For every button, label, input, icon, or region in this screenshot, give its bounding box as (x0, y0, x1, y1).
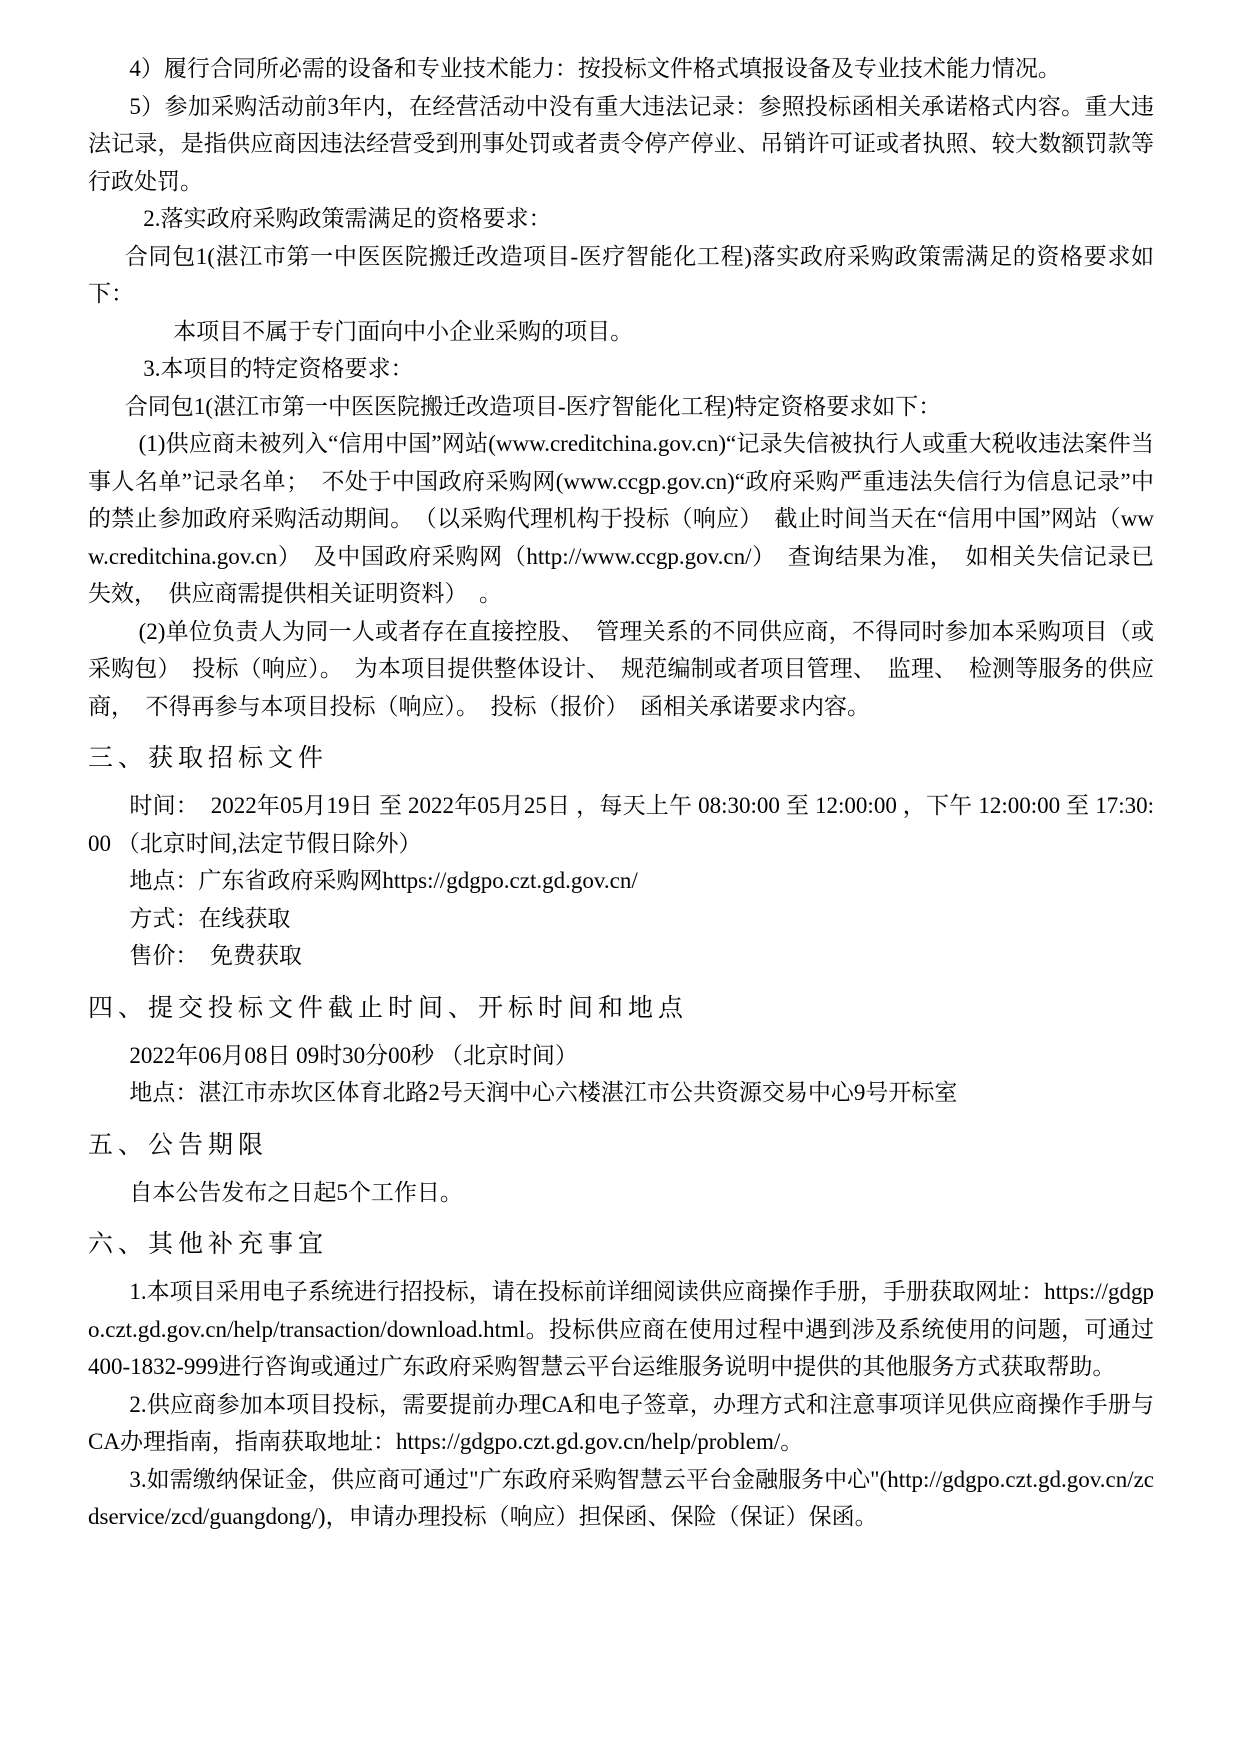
paragraph-electronic-bidding: 1.本项目采用电子系统进行招投标，请在投标前详细阅读供应商操作手册，手册获取网址：https://gdgpo.czt.gd.gov.cn/help/transaction/download.html。投标供应商在使用过程中遇到涉及系统使用的问题，可通过400-1832-999进行咨询或通过广东政府采购智慧云平台运维服务说明中提供的其他服务方式获取帮助。 (88, 1279, 1154, 1379)
paragraph-ca-signature: 2.供应商参加本项目投标，需要提前办理CA和电子签章，办理方式和注意事项详见供应商操作手册与CA办理指南，指南获取地址：https://gdgpo.czt.gd.gov.cn/help/problem/。 (88, 1391, 1154, 1454)
paragraph-not-sme-project: 本项目不属于专门面向中小企业采购的项目。 (173, 318, 634, 344)
paragraph-deadline-datetime: 2022年06月08日 09时30分00秒 （北京时间） (129, 1042, 578, 1068)
paragraph-contract-package-specific: 合同包1(湛江市第一中医医院搬迁改造项目-医疗智能化工程)特定资格要求如下： (124, 393, 942, 419)
paragraph-equipment-capability: 4）履行合同所必需的设备和专业技术能力：按投标文件格式填报设备及专业技术能力情况。 (129, 56, 1061, 81)
paragraph-specific-requirements: 3.本项目的特定资格要求： (143, 356, 414, 381)
paragraph-credit-china-check: (1)供应商未被列入“信用中国”网站(www.creditchina.gov.cn)“记录失信被执行人或重大税收违法案件当事人名单”记录名单； 不处于中国政府采购网(www.ccgp.gov.cn)“政府采购严重违法失信行为信息记录”中的禁止参加政府采购活动期间。 （以采购代理机构于投标（响应） 截止时间当天在“信用中国”网站（www.creditchina.gov.cn） 及中国政府采购网（http://www.ccgp.gov.cn/） 查询结果为准， 如相关失信记录已失效， 供应商需提供相关证明资料） 。 (88, 431, 1154, 606)
paragraph-obtain-price: 售价： 免费获取 (129, 943, 302, 968)
section-title-announcement-period: 五、公告期限 (88, 1131, 269, 1159)
paragraph-opening-place: 地点：湛江市赤坎区体育北路2号天润中心六楼湛江市公共资源交易中心9号开标室 (129, 1080, 958, 1105)
paragraph-deposit-guarantee: 3.如需缴纳保证金，供应商可通过"广东政府采购智慧云平台金融服务中心"(http://gdgpo.czt.gd.gov.cn/zcdservice/zcd/guangdong/)，申请办理投标（响应）担保函、保险（保证）保函。 (88, 1466, 1154, 1529)
section-title-other-matters: 六、其他补充事宜 (88, 1231, 329, 1258)
paragraph-contract-package-policy: 合同包1(湛江市第一中医医院搬迁改造项目-医疗智能化工程)落实政府采购政策需满足的资格要求如下： (88, 243, 1154, 306)
section-title-submission-deadline: 四、提交投标文件截止时间、开标时间和地点 (88, 994, 689, 1022)
paragraph-announcement-period: 自本公告发布之日起5个工作日。 (129, 1179, 463, 1205)
paragraph-no-major-violations: 5）参加采购活动前3年内，在经营活动中没有重大违法记录：参照投标函相关承诺格式内容。重大违法记录，是指供应商因违法经营受到刑事处罚或者责令停产停业、吊销许可证或者执照、较大数额罚款等行政处罚。 (88, 93, 1154, 194)
paragraph-policy-requirements: 2.落实政府采购政策需满足的资格要求： (143, 206, 552, 231)
paragraph-obtain-time: 时间： 2022年05月19日 至 2022年05月25日 ，每天上午 08:30:00 至 12:00:00 ，下午 12:00:00 至 17:30:00 （北京时间,法定节假日除外） (88, 793, 1154, 856)
paragraph-same-responsible-person: (2)单位负责人为同一人或者存在直接控股、 管理关系的不同供应商，不得同时参加本采购项目（或采购包） 投标（响应）。 为本项目提供整体设计、 规范编制或者项目管理、 监理、 检测等服务的供应商， 不得再参与本项目投标（响应）。 投标（报价） 函相关承诺要求内容。 (88, 618, 1154, 719)
paragraph-obtain-method: 方式：在线获取 (129, 905, 291, 931)
section-title-obtain-bid-documents: 三、获取招标文件 (88, 745, 329, 772)
paragraph-obtain-place: 地点：广东省政府采购网https://gdgpo.czt.gd.gov.cn/ (129, 868, 638, 893)
